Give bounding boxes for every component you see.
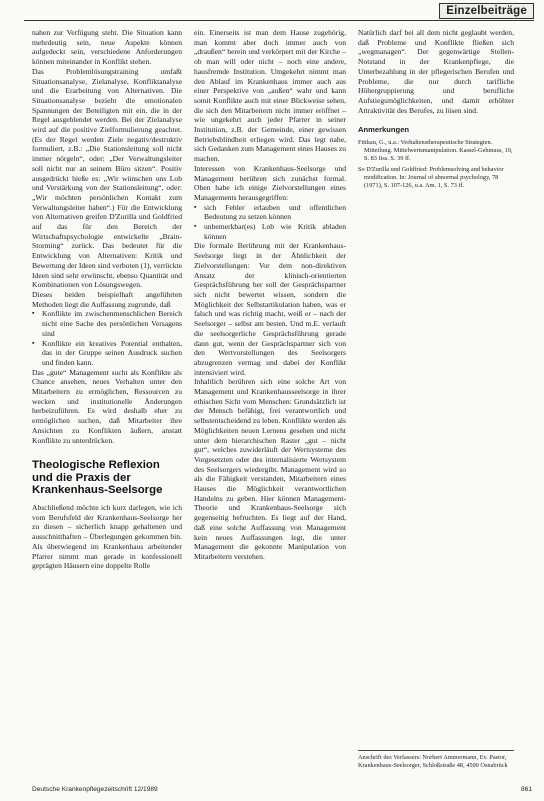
- page-header: [0, 0, 544, 22]
- paragraph: Dieses beiden beispielhaft angeführten Methoden liegt die Auffassung zugrunde, daß: [32, 289, 182, 309]
- bullet-list: [32, 309, 182, 367]
- section-heading: Theologische Reflexion und die Praxis der Krankenhaus-Seelsorge: [32, 459, 163, 497]
- section-tag: Einzelbeiträge: [439, 3, 534, 19]
- header-rule: [24, 20, 534, 21]
- bullet-list: [194, 203, 346, 242]
- journal-footer: Deutsche Krankenpflegezeitschrift 12/1989: [32, 786, 158, 793]
- list-item: ▪ Konflikte ein kreatives Potential enthalten, das in der Gruppe seinen Ausdruck suchen und finden kann.: [40, 339, 182, 368]
- list-item: ▪ unbemerkbar(es) Lob wie Kritik abladen können: [202, 222, 346, 241]
- references-list: [358, 139, 514, 190]
- page-number: 861: [520, 786, 532, 793]
- author-address: Anschrift des Verfassers: Norbert Ammermann, Ev. Pastor, Krankenhaus-Seelsorger, Schloßstraße 48, 4500 Osnabrück: [358, 750, 514, 769]
- paragraph: Inhaltlich berühren sich eine solche Art von Management und Krankenhausseelsorge in ihrer ethischen Sicht vom Menschen: Grundsätzlich ist der Mensch befähigt, frei verantwortlich und selbstentscheidend zu leben. Konflikte werden als Möglichkeiten neuen Lernens gesehen und nicht unter dem hierarchischen Raster „gut – nicht gut“, welches zuwiderläuft der Wertsysteme des Vorgesetzten oder des internalisierte Wertsystem des Seelsorgers wiedergibt. Management wird so als die Fähigkeit verstanden, Mitarbeitern eines Hauses die Möglichkeit verantwortlichen Handelns zu geben. Hier können Management-Theorie und Krankenhaus-Seelsorge sich gegenseitig befruchten. Es liegt auf der Hand, daß eine solche Auffassung von Management kein neues Auffassungen legt, die unter Management die gekonnte Manipulation von Mitarbeitern verstehen.: [194, 377, 346, 561]
- paragraph: Das „gute“ Management sucht als Konflikte als Chance ansehen, neues Verhalten unter den Mitarbeitern zu ermöglichen, Ressourcen zu wecken und institutionelle Änderungen herbeizuführen. Es wird deshalb eher zu ermöglichen suchen, daß Mitarbeiter ihre Ansichten zu Konflikten äußern, anstatt Konflikte zu unterdrücken.: [32, 367, 182, 445]
- paragraph: ein. Einerseits ist man dem Hause zugehörig, man kommt aber doch immer auch von „draußen“ herein und verkörpert mit der Kirche – ob man will oder nicht – noch eine andere, hausfremde Institution. Umgekehrt nimmt man den Ablauf im Krankenhaus immer auch aus einer Perspektive von „außen“ wahr und kann somit Konflikte auch mit einer Blickweise sehen, die sich den Mitarbeitern nicht immer eröffnet – wie ungekehrt auch jeder Pfarrer in seiner Institution, z.B. der Gemeinde, einer gewissen Betriebsblindheit erliegen wird. Das legt nahe, sich Gedanken zum Management eines Hauses zu machen.: [194, 28, 346, 164]
- reference-item: So D'Zurilla und Goldfried: Problemsolving and behavior modification. In: Journal of abnormal psychology, 78 (1971), S. 107-126, u.a. Am. 1, S. 73 ff.: [358, 166, 504, 190]
- list-item: ▪ Konflikte im zwischenmenschlichen Bereich nicht eine Sache des persönlichen Versagens sind: [40, 309, 182, 338]
- paragraph: Abschließend möchte ich kurz darlegen, wie ich vom Berufsfeld der Krankenhaus-Seelsorge her zu diesen – sicherlich knapp gehaltenen und ausschnitthaften – Überlegungen gekommen bin. Als überwiegend im Krankenhaus arbeitender Pfarrer nimmt man gerade in konfessionell geprägten Häusern eine doppelte Rolle: [32, 503, 182, 571]
- text-column-1: [32, 28, 182, 571]
- list-item: ▪ sich Fehler erlauben und offentlichen Bedeutung zu setzen können: [202, 203, 346, 222]
- reference-item: Fittkau, G., u.a.: Verhaltenstherapeutische Strategien. Mitteilung. Mittelwertsmanipulation. Kassel-Gehmuss, 19, S. 83 fiss. S. 39 ff.: [358, 139, 513, 163]
- text-column-3: [358, 28, 514, 193]
- paragraph: Die formale Berührung mit der Krankenhaus-Seelsorge liegt in der Ähnlichkeit der Zielvorstellungen: Vor dem non-direktiven Ansatz der klinisch-orientierten Gesprächsführung her soll der Gesprächspartner sich nicht bewertet wissen, sondern die Möglichkeit der Selbstartikulation haben, was er falsch und was richtig macht, weiß er – nach der Seelsorger – selbst am besten. Und m.E. verlauft die seelsorgerliche Gesprächsführung gerade dann gut, wenn der Gesprächspartner sich von den Wertvorstellungen des Seelsorgers abzugrenzen vermag und dabei der Konflikt intensiviert wird.: [194, 241, 346, 377]
- paragraph: nahen zur Verfügung steht. Die Situation kann mehrdeutig sein, neue Aspekte können aufgedeckt sein, verschiedene Anforderungen können miteinander in Konflikt stehen.: [32, 28, 182, 67]
- references-heading: Anmerkungen: [358, 125, 410, 135]
- paragraph: Natürlich darf bei all dem nicht geglaubt werden, daß Probleme und Konflikte fließen sich „wegmanagen“. Der gegenwärtige Stellen-Notstand in der Krankenpflege, die Unterbezahlung in der pflegerischen Berufen und Probleme, die nur durch tarifliche Höhergruppierung und berufliche Aufstiegsmöglichkeiten, und damit erhöhter Attraktivität des Berufes, zu lösen sind.: [358, 28, 514, 115]
- text-column-2: [194, 28, 346, 562]
- paragraph: Das Problemlösungstraining umfaßt Situationsanalyse, Zielanalyse, Konfliktanalyse und die Erarbeitung von Alternativen. Die Situationsanalyse bezieht die emotionalen Spannungen der Beteiligten mit ein, die in der Regel ausgeblendet werden. Bei der Zielanalyse wird auf die positive Zielformulierung geachtet. (Es der Regel werden Ziele negativ/destruktiv formuliert, z.B.: „Die Stationsleitung soll nicht immer nörgeln“, oder: „Der Verwaltungsleiter soll nicht nur an seinem Büro sitzen“. Positiv ausgedrückt hieße es: „Wir wünschen uns Lob und Verstärkung von der Stationsleitung“, oder: „Wir möchten persönlichen Kontakt zum Verwaltungsleiter haben“.) Für die Entwicklung von Alternativen greifen D'Zurilla und Goldfried auf das für den Bereich der Wirtschaftspsychologie entwickelte „Brain-Storming“ zurück. Das bedeutet für die Entwicklung von Alternativen: Kritik und Bewertung der Ideen sind verboten (1), verrückte Ideen sind sehr erwünscht, ebenso Quantität und Kombinationen von Lösungswegen.: [32, 66, 182, 290]
- paragraph: Interessen von Krankenhaus-Seelsorge und Management berühren sich zunächst formal. Oben habe ich einige Zielvorstellungen eines Managements herausgegriffen:: [194, 163, 346, 202]
